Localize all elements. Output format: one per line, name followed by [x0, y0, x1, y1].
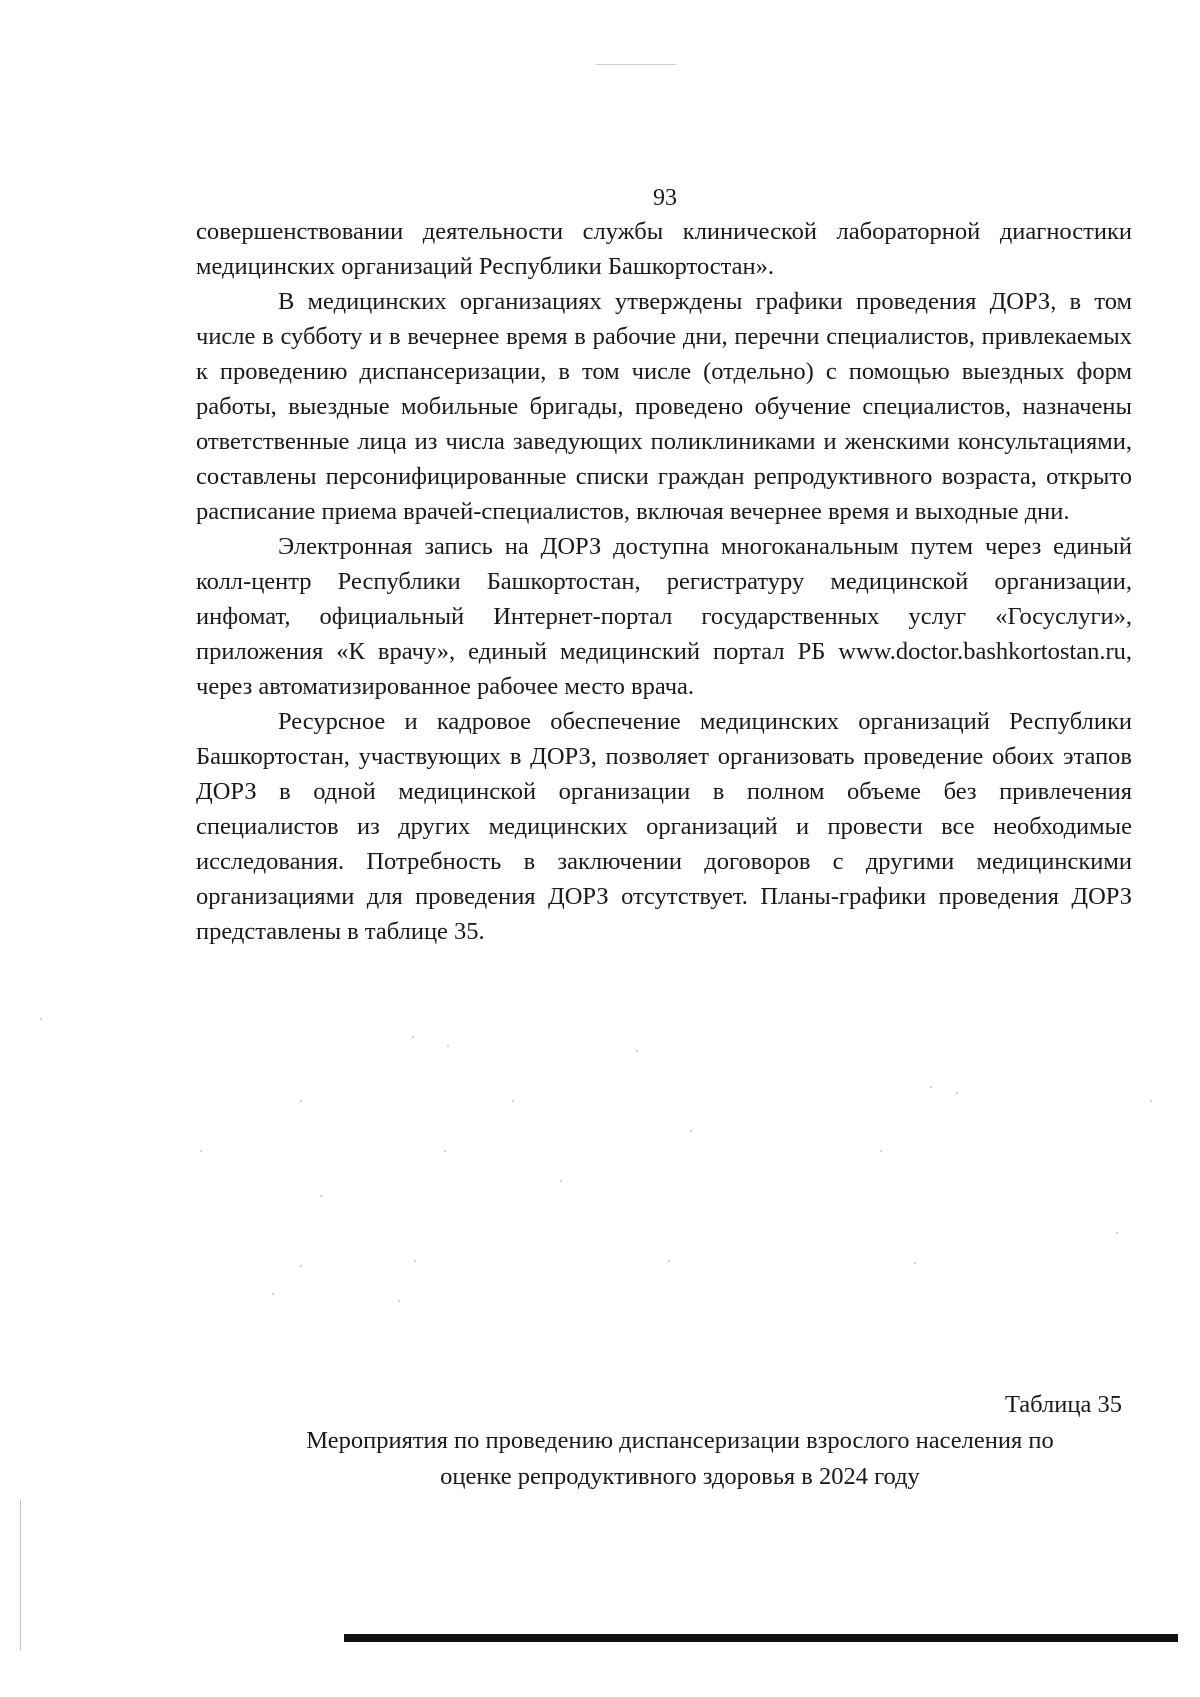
- scan-speck: [914, 1262, 916, 1264]
- scan-artifact-mark: [596, 64, 676, 65]
- scan-speck: [40, 1018, 42, 1020]
- table-top-border: [344, 1634, 1178, 1642]
- scan-speck: [412, 1036, 414, 1038]
- scan-speck: [272, 1293, 274, 1295]
- scan-speck: [880, 1150, 882, 1152]
- scan-speck: [668, 1260, 670, 1262]
- scan-speck: [512, 1100, 514, 1102]
- paragraph-schedules: В медицинских организациях утверждены графики проведения ДОРЗ, в том числе в субботу и в вечернее время в рабочие дни, перечни специалистов, привлекаемых к проведению диспансеризации, в том числе (отдельно) с помощью выездных форм работы, выездные мобильные бригады, проведено обучение специалистов, назначены ответственные лица из числа заведующих поликлиниками и женскими консультациями, составлены персонифицированные списки граждан репродуктивного возраста, открыто расписание приема врачей-специалистов, включая вечернее время и выходные дни.: [196, 288, 1132, 525]
- table-title-line: Мероприятия по проведению диспансеризации взрослого населения по: [306, 1427, 1054, 1454]
- scan-speck: [956, 1092, 958, 1094]
- table-caption: Таблица 35: [1004, 1391, 1122, 1418]
- scan-speck: [1150, 1100, 1152, 1102]
- scan-speck: [560, 1180, 562, 1182]
- table-title: [240, 1423, 1120, 1495]
- paragraph-electronic-registration: Электронная запись на ДОРЗ доступна многоканальным путем через единый колл-центр Республики Башкортостан, регистратуру медицинской организации, инфомат, официальный Интернет-портал государственных услуг «Госуслуги», приложения «К врачу», единый медицинский портал РБ www.doctor.bashkortostan.ru, через автоматизированное рабочее место врача.: [196, 533, 1132, 700]
- page-number: 93: [653, 185, 677, 211]
- table-title-line: оценке репродуктивного здоровья в 2024 году: [440, 1463, 920, 1490]
- scan-speck: [447, 1045, 449, 1047]
- scan-speck: [300, 1265, 302, 1267]
- body-text: [196, 214, 1132, 949]
- paragraph-resources: Ресурсное и кадровое обеспечение медицинских организаций Республики Башкортостан, участвующих в ДОРЗ, позволяет организовать проведение обоих этапов ДОРЗ в одной медицинской организации в полном объеме без привлечения специалистов из других медицинских организаций и провести все необходимые исследования. Потребность в заключении договоров с другими медицинскими организациями для проведения ДОРЗ отсутствует. Планы-графики проведения ДОРЗ представлены в таблице 35.: [196, 708, 1132, 945]
- scan-speck: [930, 1086, 932, 1088]
- scan-speck: [320, 1195, 322, 1197]
- scan-speck: [300, 1100, 302, 1102]
- scan-speck: [200, 1150, 202, 1152]
- scan-edge-line: [20, 1500, 21, 1650]
- scan-speck: [1116, 1232, 1118, 1234]
- paragraph-continuation: совершенствовании деятельности службы клинической лабораторной диагностики медицинских организаций Республики Башкортостан».: [196, 218, 1132, 280]
- scan-speck: [398, 1300, 400, 1302]
- scan-speck: [690, 1130, 692, 1132]
- scan-speck: [636, 1050, 638, 1052]
- scan-speck: [414, 1260, 416, 1262]
- scan-speck: [444, 1150, 446, 1152]
